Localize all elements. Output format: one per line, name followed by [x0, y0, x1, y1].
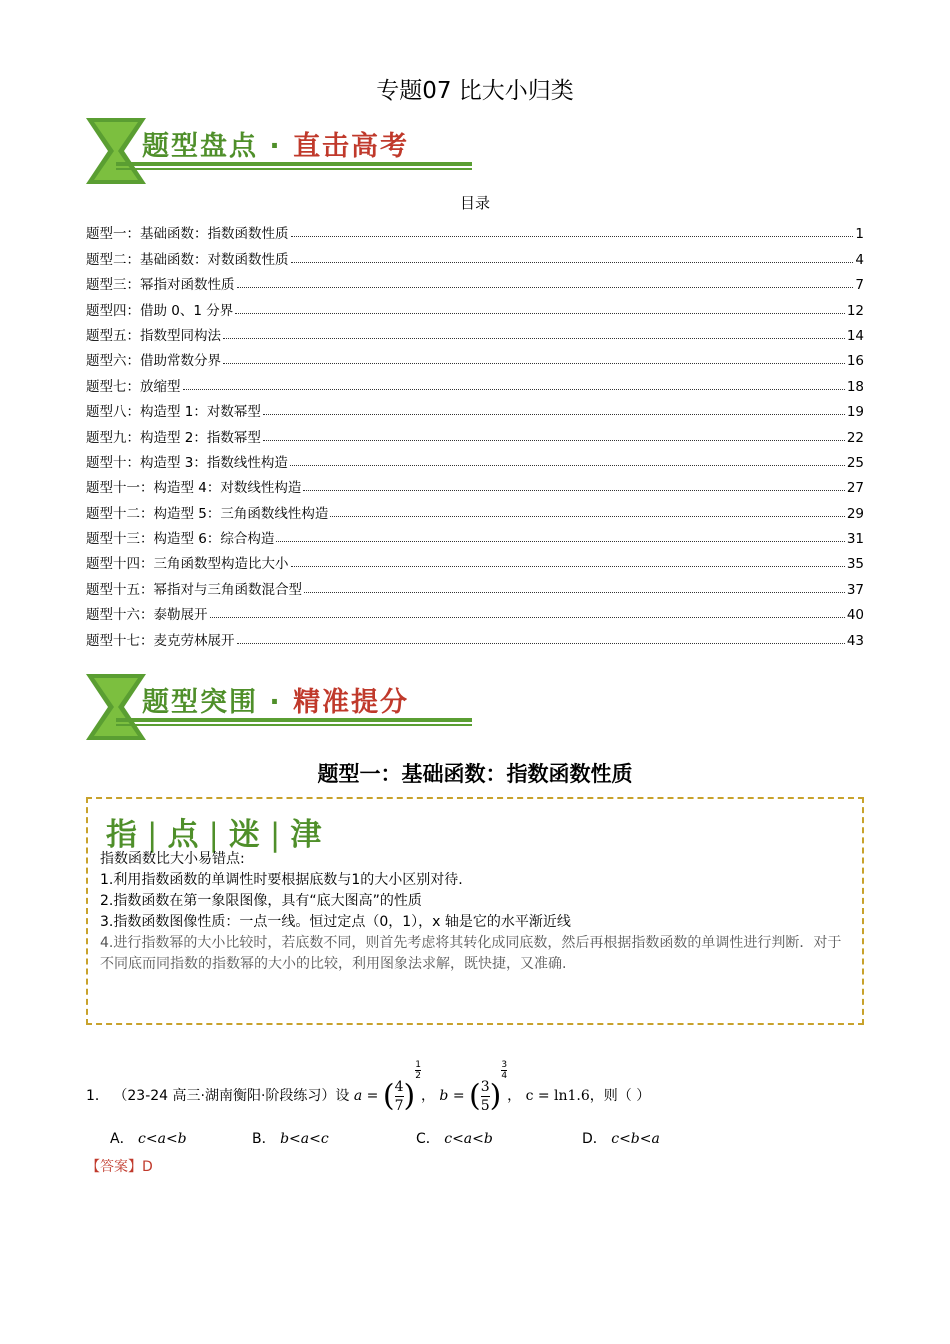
toc-entry[interactable]: 题型十六：泰勒展开 40: [86, 607, 864, 624]
option-d[interactable]: D． c<b<a: [582, 1131, 660, 1147]
toc-entry[interactable]: 题型四：借助 0、1 分界 12: [86, 302, 864, 319]
toc-entry[interactable]: 题型三：幂指对函数性质 7: [86, 277, 864, 294]
option-c[interactable]: C． c<a<b: [416, 1131, 493, 1147]
banner-text: 题型突围 · 精准提分: [142, 687, 410, 718]
toc-entry[interactable]: 题型十二：构造型 5：三角函数线性构造 29: [86, 505, 864, 522]
tip-line: 2.指数函数在第一象限图像，具有“底大图高”的性质: [100, 893, 422, 909]
question-text: 1． （23-24 高三·湖南衡阳·阶段练习）设 a = ( $\frac{4}{7}$ ) $\frac{1}{2}$ ， b = ( $\frac{3}{5}$ ) $\frac{3}{4}$ ， c = ln1.6，则（ ）: [86, 1060, 651, 1114]
tip-content: [100, 849, 852, 975]
tip-line: 3.指数函数图像性质：一点一线。恒过定点（0，1），x 轴是它的水平渐近线: [100, 914, 571, 930]
answer-label: 【答案】D: [86, 1159, 153, 1175]
toc-entry[interactable]: 题型十一：构造型 4：对数线性构造 27: [86, 480, 864, 497]
option-b[interactable]: B． b<a<c: [252, 1131, 329, 1147]
question-1: [86, 1050, 886, 1114]
tip-line: 1.利用指数函数的单调性时要根据底数与1的大小区别对待.: [100, 872, 463, 888]
toc-entry[interactable]: 题型八：构造型 1：对数幂型 19: [86, 404, 864, 421]
x-logo-icon: [86, 674, 146, 740]
toc-entry[interactable]: 题型五：指数型同构法 14: [86, 327, 864, 344]
option-a[interactable]: A． c<a<b: [110, 1131, 187, 1147]
banner-question-breakthrough: [86, 674, 476, 740]
toc-entry[interactable]: 题型十三：构造型 6：综合构造 31: [86, 531, 864, 548]
toc-entry[interactable]: 题型七：放缩型 18: [86, 378, 864, 395]
table-of-contents: [86, 217, 864, 649]
document-title: 专题07 比大小归类: [376, 78, 574, 104]
section-title: 题型一：基础函数：指数函数性质: [317, 762, 633, 786]
toc-entry[interactable]: 题型六：借助常数分界 16: [86, 353, 864, 370]
answer-options: [110, 1128, 870, 1152]
banner-question-overview: [86, 118, 476, 184]
tip-box: [86, 797, 864, 1025]
toc-entry[interactable]: 题型十：构造型 3：指数线性构造 25: [86, 454, 864, 471]
toc-entry[interactable]: 题型一：基础函数：指数函数性质 1: [86, 226, 864, 243]
x-logo-icon: [86, 118, 146, 184]
tip-heading: 指 | 点 | 迷 | 津: [106, 817, 322, 853]
toc-entry[interactable]: 题型二：基础函数：对数函数性质 4: [86, 251, 864, 268]
toc-heading: 目录: [459, 194, 490, 212]
toc-entry[interactable]: 题型九：构造型 2：指数幂型 22: [86, 429, 864, 446]
tip-line: 4.进行指数幂的大小比较时，若底数不同，则首先考虑将其转化成同底数，然后再根据指数函数的单调性进行判断．对于不同底而同指数的指数幂的大小的比较，利用图象法求解，既快捷，又准确.: [100, 935, 842, 972]
toc-entry[interactable]: 题型十四：三角函数型构造比大小 35: [86, 556, 864, 573]
banner-text: 题型盘点 · 直击高考: [142, 131, 410, 162]
toc-entry[interactable]: 题型十五：幂指对与三角函数混合型 37: [86, 581, 864, 598]
toc-entry[interactable]: 题型十七：麦克劳林展开 43: [86, 632, 864, 649]
tip-line: 指数函数比大小易错点:: [100, 851, 245, 867]
